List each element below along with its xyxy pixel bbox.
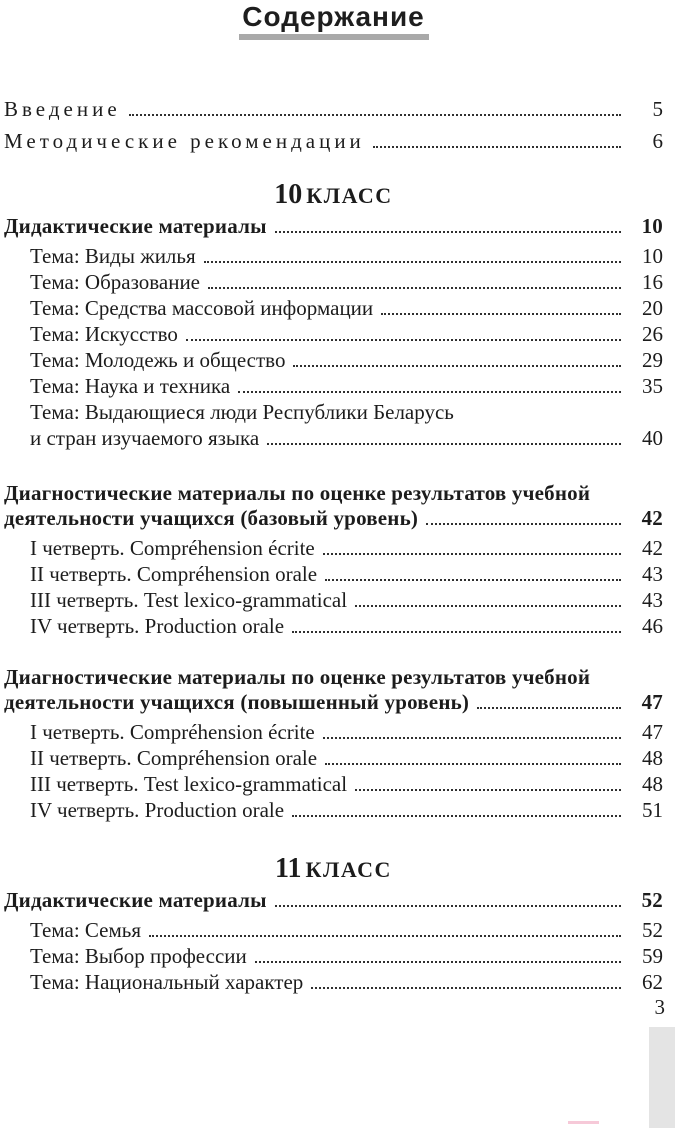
toc-entry-page: 59 (642, 944, 663, 968)
toc-entry-label: II четверть. Compréhension orale (30, 562, 318, 586)
toc-entry-page: 48 (642, 746, 663, 770)
class-10-number: 10 (274, 179, 303, 210)
toc-entry (4, 917, 663, 943)
toc-entry (4, 269, 663, 295)
dot-leader (129, 114, 621, 116)
dot-leader (325, 763, 621, 765)
toc-entry-label: Введение (4, 97, 121, 121)
dot-leader (149, 935, 621, 937)
toc-entry (4, 125, 663, 157)
dot-leader (426, 523, 621, 525)
toc-entry-label: и стран изучаемого языка (30, 426, 260, 450)
diagnostics-advanced-section (4, 665, 663, 823)
toc-entry-label: Тема: Молодежь и общество (30, 348, 286, 372)
class-10-heading (4, 177, 663, 213)
toc-entry-label: Дидактические материалы (4, 214, 267, 238)
toc-entry (4, 535, 663, 561)
dot-leader (355, 605, 621, 607)
toc-entry-materials-10 (4, 213, 663, 239)
toc-entry-page: 48 (642, 772, 663, 796)
gray-bar-artifact (649, 1027, 675, 1128)
toc-entry (4, 243, 663, 269)
class-10-topics (4, 243, 663, 451)
diagnostics-advanced-items (4, 719, 663, 823)
title-underline (239, 34, 429, 40)
dot-leader (373, 146, 621, 148)
toc-entry-page: 47 (641, 690, 663, 714)
dot-leader (355, 789, 621, 791)
toc-entry-page: 42 (642, 536, 663, 560)
dot-leader (311, 987, 621, 989)
dot-leader (293, 365, 621, 367)
toc-entry (4, 373, 663, 399)
toc-entry (4, 321, 663, 347)
toc-entry-page: 52 (642, 918, 663, 942)
class-10-word: КЛАСС (306, 183, 393, 208)
toc-entry-label: Тема: Виды жилья (30, 244, 196, 268)
corner-page-number: 3 (654, 995, 665, 1019)
toc-entry-page: 10 (642, 244, 663, 268)
dot-leader (186, 339, 621, 341)
toc-entry-page: 35 (642, 374, 663, 398)
toc-entry (4, 347, 663, 373)
toc-entry (4, 561, 663, 587)
toc-entry-page: 42 (641, 506, 663, 530)
toc-entry-label: Тема: Национальный характер (30, 970, 304, 994)
toc-entry-label: I четверть. Compréhension écrite (30, 720, 315, 744)
class-11-number: 11 (275, 853, 302, 884)
toc-entry-page: 16 (642, 270, 663, 294)
toc-entry-page: 46 (642, 614, 663, 638)
toc-entry-label: Тема: Образование (30, 270, 200, 294)
toc-entry-label: деятельности учащихся (повышенный уровень) (4, 690, 470, 714)
section-heading-line1: Диагностические материалы по оценке результатов учебной (4, 481, 591, 505)
dot-leader (292, 631, 621, 633)
diagnostics-basic-section (4, 481, 663, 639)
toc-entry (4, 771, 663, 797)
dot-leader (477, 707, 621, 709)
intro-entries (4, 93, 663, 157)
toc-entry-page: 51 (642, 798, 663, 822)
dot-leader (323, 553, 621, 555)
toc-entry (4, 93, 663, 125)
toc-entry-label: Тема: Искусство (30, 322, 178, 346)
dot-leader (325, 579, 621, 581)
section-heading-line1: Диагностические материалы по оценке результатов учебной (4, 665, 591, 689)
dot-leader (208, 287, 621, 289)
toc-entry-page: 29 (642, 348, 663, 372)
class-11-heading (4, 851, 663, 887)
toc-entry-label: Тема: Семья (30, 918, 142, 942)
toc-entry (4, 969, 663, 995)
page-title: Содержание (242, 1, 425, 32)
toc-entry-label: IV четверть. Production orale (30, 798, 285, 822)
toc-entry-label: Тема: Выбор профессии (30, 944, 247, 968)
toc-entry-materials-11 (4, 887, 663, 913)
toc-entry-label: III четверть. Test lexico-grammatical (30, 588, 348, 612)
toc-entry-page: 40 (642, 426, 663, 450)
class-11-topics (4, 917, 663, 995)
toc-entry-page: 6 (652, 129, 663, 153)
dot-leader (323, 737, 621, 739)
class-11-word: КЛАСС (305, 857, 392, 882)
dot-leader (238, 391, 621, 393)
toc-entry-page: 5 (652, 97, 663, 121)
dot-leader (275, 231, 621, 233)
section-heading-line2 (4, 690, 663, 715)
toc-entry-page: 43 (642, 562, 663, 586)
dot-leader (275, 905, 621, 907)
toc-entry-label: III четверть. Test lexico-grammatical (30, 772, 348, 796)
toc-entry (4, 745, 663, 771)
toc-entry-page: 43 (642, 588, 663, 612)
dot-leader (267, 443, 621, 445)
toc-entry-page: 47 (642, 720, 663, 744)
toc-entry (4, 613, 663, 639)
dot-leader (292, 815, 621, 817)
toc-entry (4, 295, 663, 321)
toc-entry-label: Методические рекомендации (4, 129, 365, 153)
toc-entry-label: IV четверть. Production orale (30, 614, 285, 638)
toc-entry-page: 20 (642, 296, 663, 320)
dot-leader (381, 313, 621, 315)
toc-entry-page: 26 (642, 322, 663, 346)
toc-entry-label: II четверть. Compréhension orale (30, 746, 318, 770)
toc-entry-page: 52 (641, 888, 663, 912)
toc-entry-page: 10 (641, 214, 663, 238)
toc-entry-label: Тема: Средства массовой информации (30, 296, 374, 320)
toc-entry-label: деятельности учащихся (базовый уровень) (4, 506, 419, 530)
toc-entry-label: I четверть. Compréhension écrite (30, 536, 315, 560)
toc-entry (4, 587, 663, 613)
dot-leader (204, 261, 621, 263)
toc-entry (4, 943, 663, 969)
pink-mark-artifact (568, 1121, 599, 1124)
toc-entry-label: Тема: Наука и техника (30, 374, 231, 398)
toc-entry-line2 (4, 425, 663, 451)
toc-entry-label: Дидактические материалы (4, 888, 267, 912)
toc-entry-page: 62 (642, 970, 663, 994)
diagnostics-basic-items (4, 535, 663, 639)
toc-entry (4, 797, 663, 823)
section-heading-line2 (4, 506, 663, 531)
toc-entry-line1: Тема: Выдающиеся люди Республики Беларусь (30, 400, 454, 424)
toc-entry (4, 719, 663, 745)
dot-leader (255, 961, 621, 963)
